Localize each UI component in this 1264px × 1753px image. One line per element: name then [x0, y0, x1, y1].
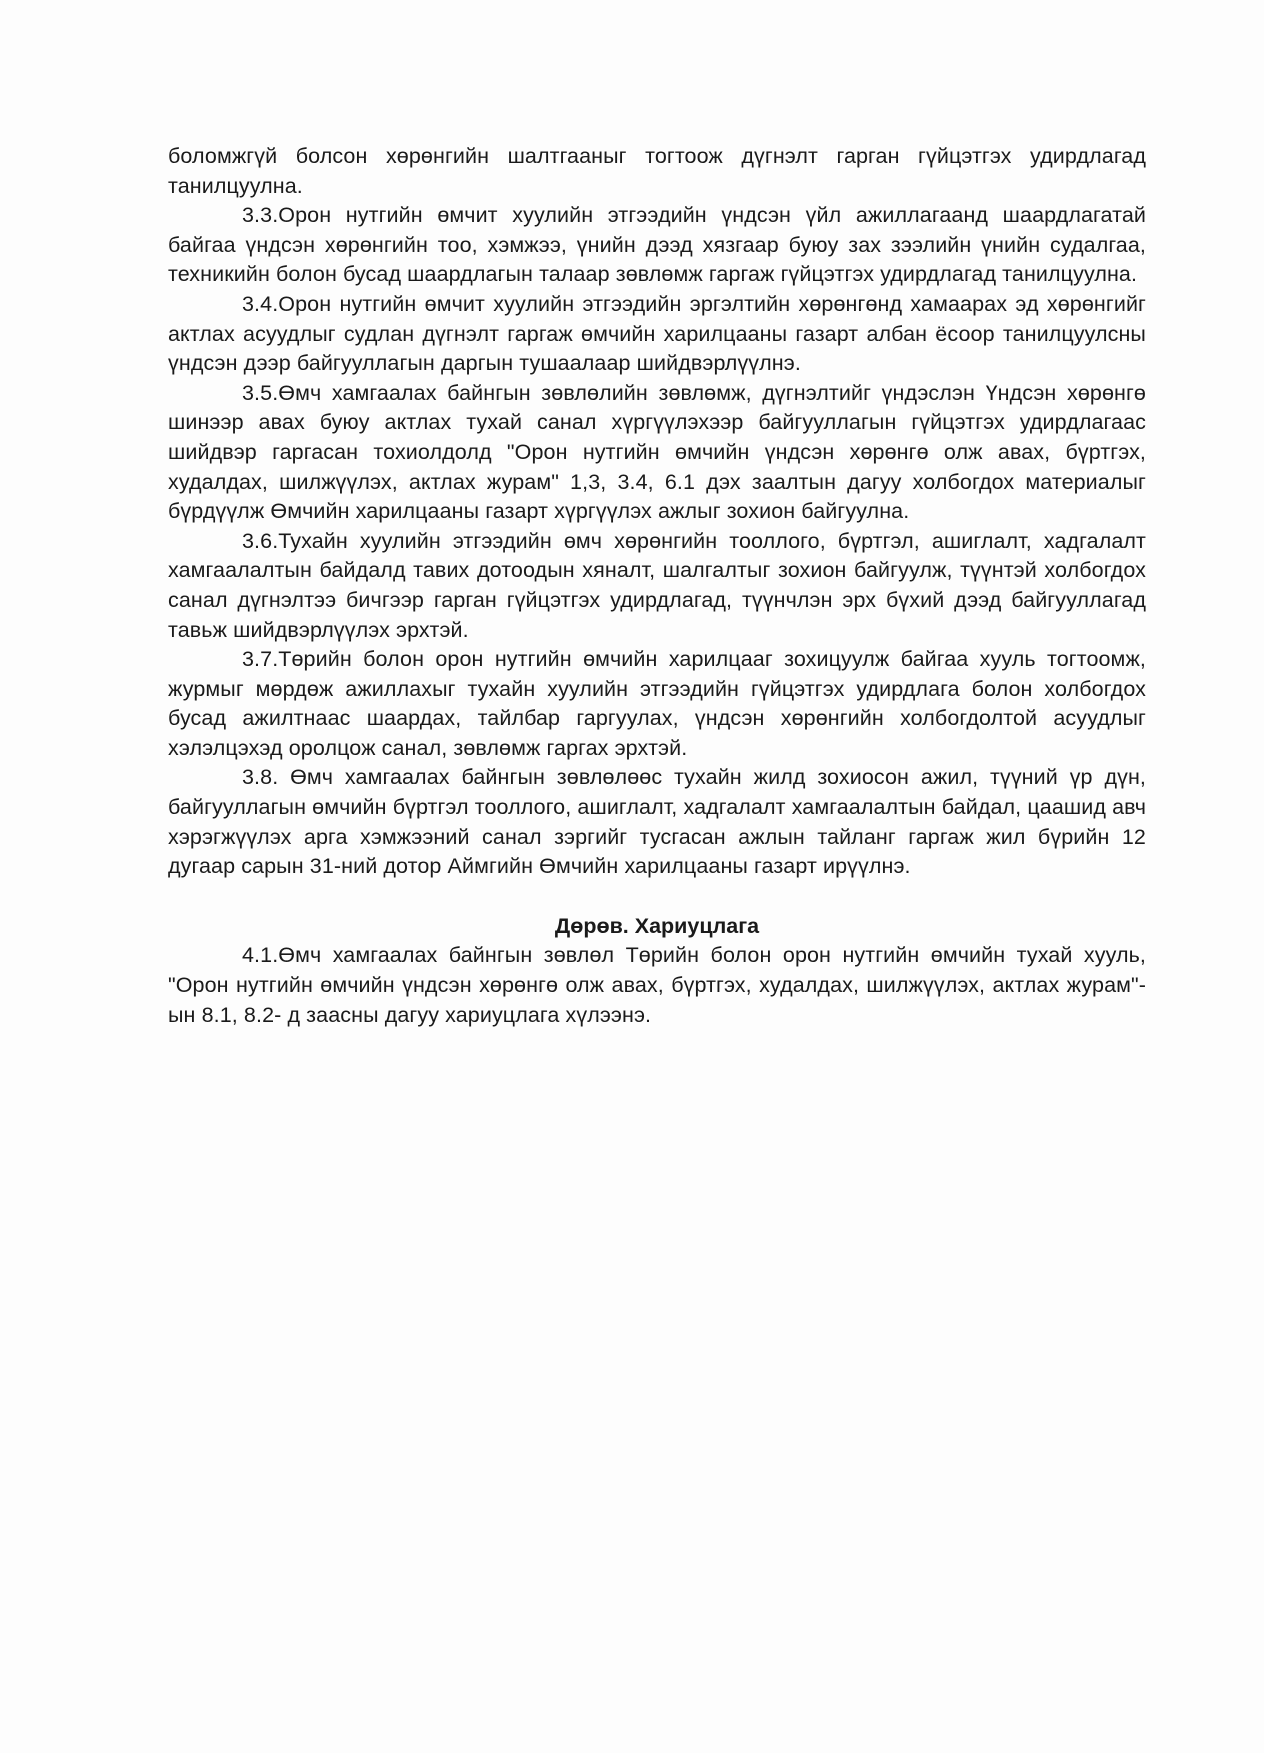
paragraph-3-5: 3.5.Өмч хамгаалах байнгын зөвлөлийн зөвлөмж, дүгнэлтийг үндэслэн Үндсэн хөрөнгө шинээр авах буюу актлах тухай санал хүргүүлэхээр байгууллагын гүйцэтгэх удирдлагаас шийдвэр гаргасан тохиолдолд "Орон нутгийн өмчийн үндсэн хөрөнгө олж авах, бүртгэх, худалдах, шилжүүлэх, актлах журам" 1,3, 3.4, 6.1 дэх заалтын дагуу холбогдох материалыг бүрдүүлж Өмчийн харилцааны газарт хүргүүлэх ажлыг зохион байгуулна.: [168, 380, 1146, 524]
section-heading-responsibility: Дөрөв. Хариуцлага: [554, 913, 760, 938]
document-body: [168, 142, 1146, 1030]
paragraph-3-4: 3.4.Орон нутгийн өмчит хуулийн этгээдийн эргэлтийн хөрөнгөнд хамаарах эд хөрөнгийг актлах асуудлыг судлан дүгнэлт гаргаж өмчийн харилцааны газарт албан ёсоор танилцуулсны үндсэн дээр байгууллагын даргын тушаалаар шийдвэрлүүлнэ.: [168, 291, 1146, 376]
paragraph-3-6: 3.6.Тухайн хуулийн этгээдийн өмч хөрөнгийн тооллого, бүртгэл, ашиглалт, хадгалалт хамгаалалтын байдалд тавих дотоодын хяналт, шалгалтыг зохион байгуулж, түүнтэй холбогдох санал дүгнэлтээ бичгээр гарган гүйцэтгэх удирдлагад, түүнчлэн эрх бүхий дээд байгууллагад тавьж шийдвэрлүүлэх эрхтэй.: [168, 528, 1146, 642]
paragraph-3-7: 3.7.Төрийн болон орон нутгийн өмчийн харилцааг зохицуулж байгаа хууль тогтоомж, журмыг мөрдөж ажиллахыг тухайн хуулийн этгээдийн гүйцэтгэх удирдлага болон холбогдох бусад ажилтнаас шаардах, тайлбар гаргуулах, үндсэн хөрөнгийн холбогдолтой асуудлыг хэлэлцэхэд оролцож санал, зөвлөмж гаргах эрхтэй.: [168, 647, 1146, 760]
paragraph-4-1: 4.1.Өмч хамгаалах байнгын зөвлөл Төрийн болон орон нутгийн өмчийн тухай хууль, "Орон нутгийн өмчийн үндсэн хөрөнгө олж авах, бүртгэх, худалдах, шилжүүлэх, актлах журам"-ын 8.1, 8.2- д заасны дагуу хариуцлага хүлээнэ.: [168, 943, 1146, 1027]
paragraph-continuation: боломжгүй болсон хөрөнгийн шалтгааныг тогтоож дүгнэлт гарган гүйцэтгэх удирдлагад танилцуулна.: [168, 144, 1146, 198]
paragraph-3-8: 3.8. Өмч хамгаалах байнгын зөвлөлөөс тухайн жилд зохиосон ажил, түүний үр дүн, байгууллагын өмчийн бүртгэл тооллого, ашиглалт, хадгалалт хамгаалалтын байдал, цаашид авч хэрэгжүүлэх арга хэмжээний санал зэргийг тусгасан ажлын тайланг гаргаж жил бүрийн 12 дугаар сарын 31-ний дотор Аймгийн Өмчийн харилцааны газарт ирүүлнэ.: [168, 765, 1146, 879]
paragraph-3-3: 3.3.Орон нутгийн өмчит хуулийн этгээдийн үндсэн үйл ажиллагаанд шаардлагатай байгаа үндсэн хөрөнгийн тоо, хэмжээ, үнийн дээд хязгаар буюу зах зээлийн үнийн судалгаа, техникийн болон бусад шаардлагын талаар зөвлөмж гаргаж гүйцэтгэх удирдлагад танилцуулна.: [168, 203, 1146, 287]
